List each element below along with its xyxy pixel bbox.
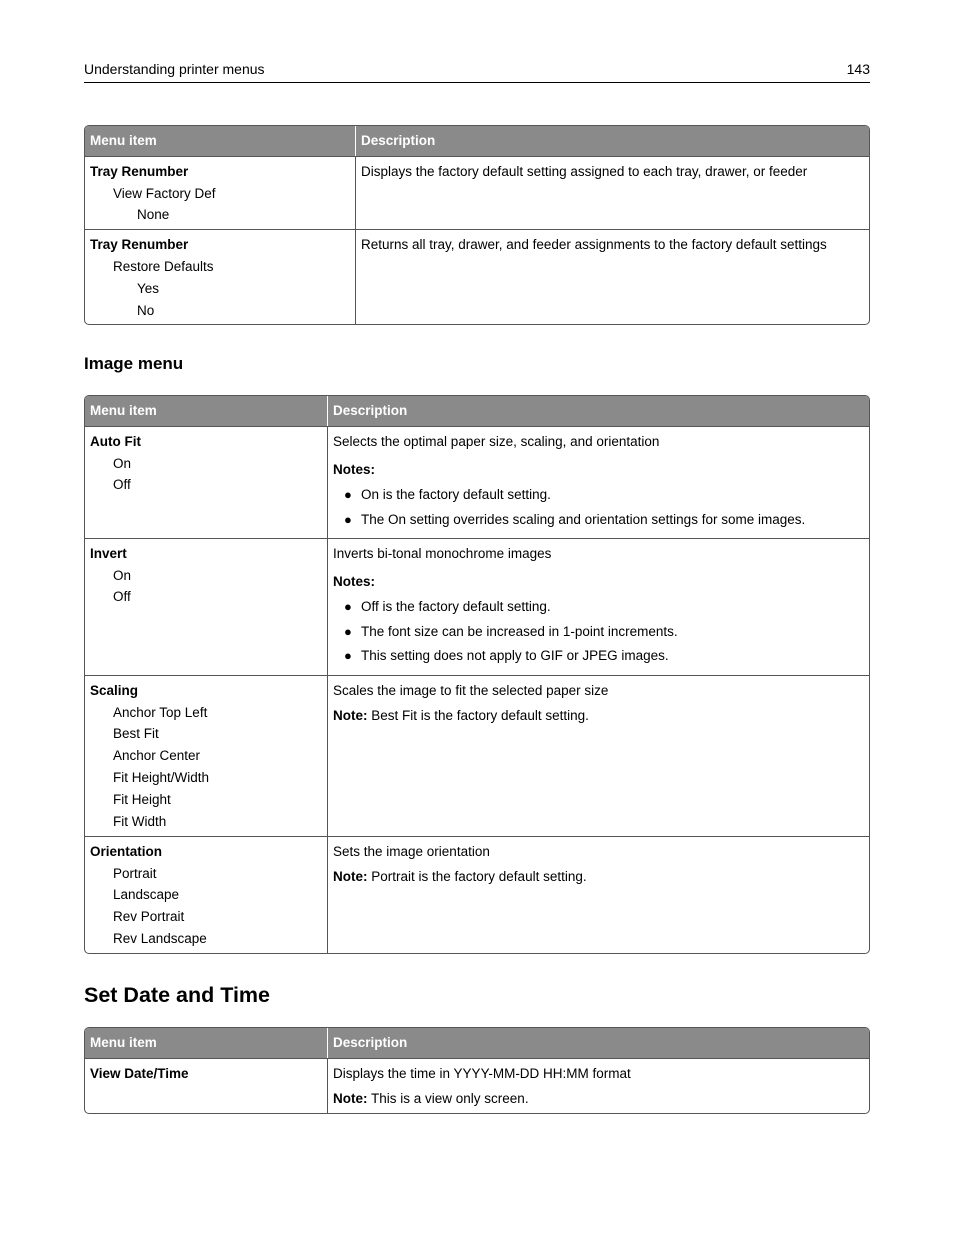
menu-option: Rev Landscape — [113, 930, 207, 946]
column-header-description: Description — [356, 126, 869, 156]
list-item — [333, 645, 864, 667]
table-row — [85, 1058, 869, 1113]
set-date-time-heading: Set Date and Time — [84, 983, 270, 1007]
note-line — [333, 866, 864, 888]
description-cell — [328, 426, 869, 538]
note-text: On is the factory default setting. — [361, 487, 551, 503]
menu-option: Anchor Top Left — [113, 704, 208, 720]
column-header-menu-item: Menu item — [85, 396, 328, 426]
description-text: Scales the image to fit the selected paper size — [333, 682, 609, 698]
menu-option: Restore Defaults — [113, 258, 214, 274]
note-text: The On setting overrides scaling and orientation settings for some images. — [361, 511, 806, 527]
note-text: This is a view only screen. — [367, 1090, 529, 1106]
menu-value: No — [137, 302, 155, 318]
menu-option: Anchor Center — [113, 748, 201, 764]
menu-option: On — [113, 455, 132, 471]
bullet-icon: ● — [344, 511, 352, 527]
notes-list — [333, 596, 864, 666]
description-cell — [328, 836, 869, 953]
menu-option: Off — [113, 477, 131, 493]
table-row — [85, 538, 869, 675]
description-cell — [328, 538, 869, 675]
description-cell — [356, 156, 869, 229]
table-row — [85, 675, 869, 836]
menu-item-name: Tray Renumber — [90, 237, 189, 253]
menu-item-name: Auto Fit — [90, 433, 141, 449]
note-label: Note: — [333, 1090, 368, 1106]
menu-item-cell — [85, 836, 328, 953]
menu-item-cell — [85, 1058, 328, 1113]
note-line — [333, 1088, 864, 1110]
bullet-icon: ● — [344, 487, 352, 503]
table-row — [85, 426, 869, 538]
menu-item-name: View Date/Time — [90, 1065, 189, 1081]
notes-label: Notes: — [333, 461, 376, 477]
notes-label: Notes: — [333, 573, 376, 589]
list-item — [333, 596, 864, 618]
menu-item-cell — [85, 538, 328, 675]
bullet-icon: ● — [344, 647, 352, 663]
page-header-title: Understanding printer menus — [84, 61, 265, 77]
page-number: 143 — [846, 61, 870, 77]
description-text: Sets the image orientation — [333, 843, 490, 859]
menu-item-name: Scaling — [90, 682, 139, 698]
table-row — [85, 836, 869, 953]
menu-option: On — [113, 567, 132, 583]
menu-item-cell — [85, 426, 328, 538]
image-menu-table — [84, 395, 870, 954]
table-row — [85, 229, 869, 324]
list-item — [333, 509, 864, 531]
description-cell — [328, 675, 869, 836]
note-text: Best Fit is the factory default setting. — [367, 707, 589, 723]
menu-item-name: Tray Renumber — [90, 163, 189, 179]
menu-option: Rev Portrait — [113, 909, 185, 925]
note-text: Off is the factory default setting. — [361, 599, 551, 615]
note-line — [333, 705, 864, 727]
menu-option: View Factory Def — [113, 185, 216, 201]
menu-option: Fit Width — [113, 813, 167, 829]
menu-item-cell — [85, 675, 328, 836]
note-text: This setting does not apply to GIF or JPEG images. — [361, 647, 669, 663]
note-label: Note: — [333, 707, 368, 723]
menu-option: Off — [113, 589, 131, 605]
column-header-description: Description — [328, 396, 869, 426]
column-header-description: Description — [328, 1028, 869, 1058]
description-text: Inverts bi-tonal monochrome images — [333, 545, 552, 561]
description-text: Selects the optimal paper size, scaling, and orientation — [333, 433, 660, 449]
note-text: Portrait is the factory default setting. — [367, 868, 587, 884]
column-header-menu-item: Menu item — [85, 1028, 328, 1058]
notes-list — [333, 484, 864, 530]
menu-value: Yes — [137, 280, 160, 296]
image-menu-heading: Image menu — [84, 354, 184, 373]
bullet-icon: ● — [344, 599, 352, 615]
list-item — [333, 484, 864, 506]
menu-option: Best Fit — [113, 726, 159, 742]
menu-item-cell — [85, 229, 356, 324]
menu-option: Fit Height — [113, 791, 171, 807]
description-cell — [328, 1058, 869, 1113]
table-row — [85, 156, 869, 229]
menu-value: None — [137, 207, 170, 223]
menu-option: Fit Height/Width — [113, 769, 210, 785]
bullet-icon: ● — [344, 623, 352, 639]
menu-option: Portrait — [113, 865, 157, 881]
menu-option: Landscape — [113, 887, 180, 903]
tray-renumber-table — [84, 125, 870, 325]
menu-item-name: Orientation — [90, 843, 163, 859]
menu-item-name: Invert — [90, 545, 127, 561]
note-text: The font size can be increased in 1-point increments. — [361, 623, 678, 639]
description-text: Returns all tray, drawer, and feeder assignments to the factory default settings — [361, 237, 827, 253]
column-header-menu-item: Menu item — [85, 126, 356, 156]
description-text: Displays the factory default setting assigned to each tray, drawer, or feeder — [361, 163, 808, 179]
description-text: Displays the time in YYYY-MM-DD HH:MM format — [333, 1065, 631, 1081]
menu-item-cell — [85, 156, 356, 229]
description-cell — [356, 229, 869, 324]
note-label: Note: — [333, 868, 368, 884]
date-time-table — [84, 1027, 870, 1114]
list-item — [333, 621, 864, 643]
page-header — [84, 60, 870, 83]
